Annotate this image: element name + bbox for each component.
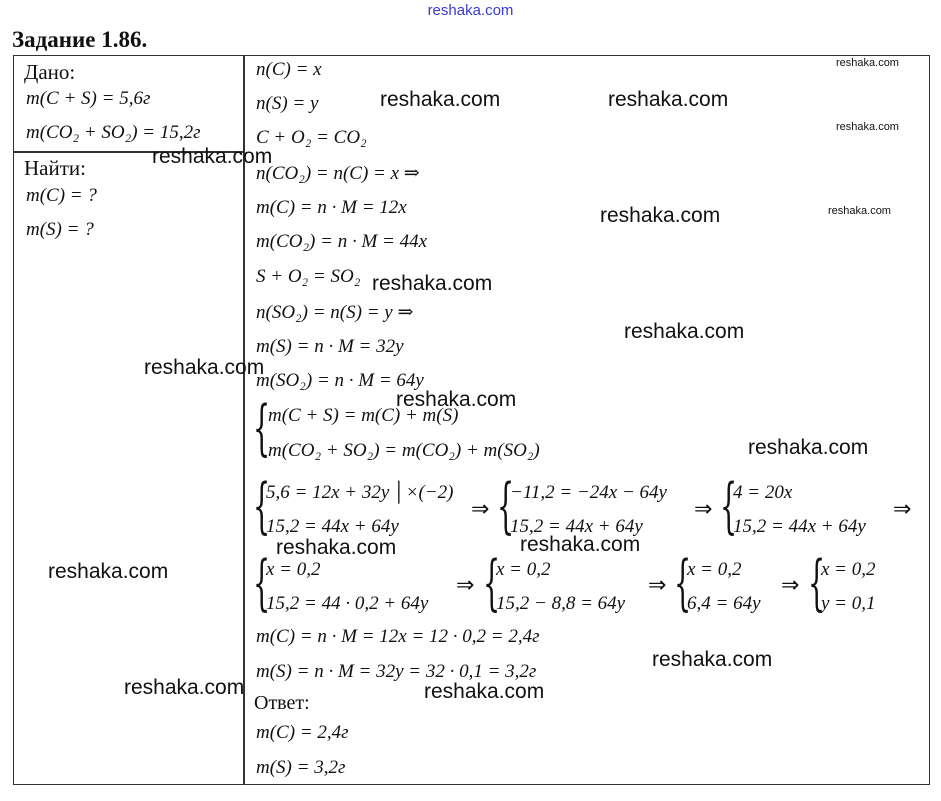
task-title: Задание 1.86. — [12, 27, 148, 52]
find-line: m(C) = ? — [26, 185, 97, 206]
solution-line: m(CO₂) = n · M = 44x — [256, 231, 428, 252]
system-line: x = 0,2 — [687, 559, 742, 580]
system-line: y = 0,1 — [821, 593, 876, 614]
watermark: reshaka.com — [48, 560, 169, 583]
watermark: reshaka.com — [124, 676, 245, 699]
watermark: reshaka.com — [600, 204, 721, 227]
system-line: 6,4 = 64y — [687, 593, 761, 614]
system-line: 15,2 = 44x + 64y — [733, 516, 866, 537]
watermark: reshaka.com — [624, 320, 745, 343]
solution-line: m(SO₂) = n · M = 64y — [256, 370, 424, 391]
system-line: x = 0,2 — [821, 559, 876, 580]
brace-icon: { — [808, 548, 826, 618]
solution-line: m(C) = n · M = 12x — [256, 197, 407, 218]
solution-line: n(C) = x — [256, 59, 322, 80]
system-line: −11,2 = −24x − 64y — [510, 482, 667, 503]
watermark: reshaka.com — [276, 536, 397, 559]
brace-icon: { — [674, 548, 692, 618]
system-line: m(CO₂ + SO₂) = m(CO₂) + m(SO₂) — [268, 440, 540, 461]
brace-icon: { — [253, 471, 271, 541]
site-header[interactable]: reshaka.com — [427, 2, 514, 19]
brace-icon: { — [720, 471, 738, 541]
watermark: reshaka.com — [152, 145, 273, 168]
solution-line: m(C) = n · M = 12x = 12 · 0,2 = 2,4г — [256, 626, 540, 647]
implies-arrow-icon: ⇒ — [471, 497, 490, 522]
solution-line: S + O₂ = SO₂ — [256, 266, 361, 287]
given-line: m(C + S) = 5,6г — [26, 88, 151, 109]
system-line: x = 0,2 — [266, 559, 321, 580]
watermark: reshaka.com — [828, 205, 891, 217]
brace-icon: { — [253, 393, 271, 463]
find-label: Найти: — [24, 156, 86, 180]
implies-arrow-icon: ⇒ — [893, 497, 912, 522]
solution-line: n(S) = y — [256, 93, 319, 114]
brace-icon: { — [497, 471, 515, 541]
watermark: reshaka.com — [380, 88, 501, 111]
solution-line: m(S) = n · M = 32y = 32 · 0,1 = 3,2г — [256, 661, 537, 682]
solution-line: n(SO₂) = n(S) = y ⇒ — [256, 302, 414, 323]
given-label: Дано: — [24, 60, 76, 84]
watermark: reshaka.com — [608, 88, 729, 111]
system-line: x = 0,2 — [496, 559, 551, 580]
system-line: 15,2 − 8,8 = 64y — [496, 593, 626, 614]
watermark: reshaka.com — [836, 57, 899, 69]
watermark: reshaka.com — [836, 121, 899, 133]
watermark: reshaka.com — [372, 272, 493, 295]
solution-line: n(CO₂) = n(C) = x ⇒ — [256, 163, 420, 184]
system-line: 15,2 = 44x + 64y — [510, 516, 643, 537]
system-line: 15,2 = 44 · 0,2 + 64y — [266, 593, 429, 614]
brace-icon: { — [483, 548, 501, 618]
implies-arrow-icon: ⇒ — [648, 573, 667, 598]
watermark: reshaka.com — [424, 680, 545, 703]
solution-line: C + O₂ = CO₂ — [256, 127, 367, 148]
implies-arrow-icon: ⇒ — [456, 573, 475, 598]
watermark: reshaka.com — [520, 533, 641, 556]
answer-line: m(C) = 2,4г — [256, 722, 349, 743]
watermark: reshaka.com — [144, 356, 265, 379]
watermark: reshaka.com — [396, 388, 517, 411]
system-line: 15,2 = 44x + 64y — [266, 516, 399, 537]
find-line: m(S) = ? — [26, 219, 94, 240]
system-line: 5,6 = 12x + 32y │×(−2) — [266, 482, 454, 503]
given-line: m(CO₂ + SO₂) = 15,2г — [26, 122, 201, 143]
implies-arrow-icon: ⇒ — [694, 497, 713, 522]
answer-line: m(S) = 3,2г — [256, 757, 346, 778]
system-line: m(C + S) = m(C) + m(S) — [268, 405, 459, 426]
watermark: reshaka.com — [652, 648, 773, 671]
implies-arrow-icon: ⇒ — [781, 573, 800, 598]
answer-label: Ответ: — [254, 692, 310, 714]
system-line: 4 = 20x — [733, 482, 793, 503]
solution-line: m(S) = n · M = 32y — [256, 336, 404, 357]
brace-icon: { — [253, 548, 271, 618]
watermark: reshaka.com — [748, 436, 869, 459]
